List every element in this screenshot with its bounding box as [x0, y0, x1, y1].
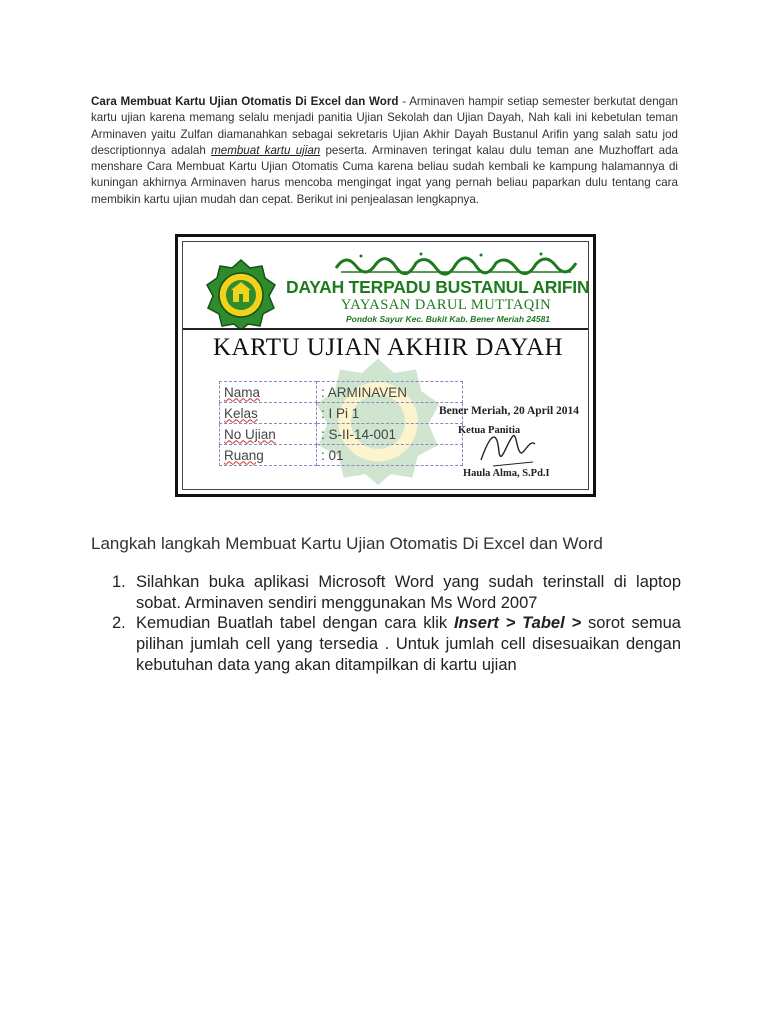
step-number: 2. — [112, 614, 126, 633]
arabic-calligraphy-icon — [331, 248, 581, 276]
intro-paragraph — [91, 94, 678, 208]
step-menu-path: Insert > Tabel > — [453, 614, 582, 633]
school-logo-icon — [205, 258, 277, 330]
table-row — [220, 445, 463, 466]
field-label: No Ujian — [220, 424, 317, 445]
field-label: Ruang — [220, 445, 317, 466]
steps-heading: Langkah langkah Membuat Kartu Ujian Otomatis Di Excel dan Word — [91, 534, 603, 553]
foundation-name: YAYASAN DARUL MUTTAQIN — [340, 297, 552, 313]
table-row — [220, 424, 463, 445]
signer-name: Haula Alma, S.Pd.I — [463, 468, 550, 479]
header-divider — [183, 328, 588, 330]
list-item — [91, 613, 681, 675]
intro-link[interactable]: membuat kartu ujian — [211, 143, 321, 157]
step-text-before: Kemudian Buatlah tabel dengan cara klik — [136, 614, 454, 633]
step-text-after: sorot semua pilihan jumlah cell yang tersedia . Untuk jumlah cell disesuaikan dengan kebutuhan data yang akan ditampilkan di kartu ujian — [136, 614, 681, 674]
table-row — [220, 382, 463, 403]
field-label: Nama — [220, 382, 317, 403]
step-number: 1. — [112, 573, 126, 591]
field-value: : I Pi 1 — [317, 403, 463, 424]
card-title: KARTU UJIAN AKHIR DAYAH — [213, 334, 564, 361]
card-date: Bener Meriah, 20 April 2014 — [439, 405, 580, 417]
signature-icon — [473, 422, 543, 472]
exam-card-image — [175, 234, 596, 497]
school-name: DAYAH TERPADU BUSTANUL ARIFIN — [286, 277, 590, 297]
field-value: : ARMINAVEN — [317, 382, 463, 403]
intro-text-2: peserta. Arminaven teringat kalau dulu teman ane Muzhoffart ada menshare Cara Membuat Kartu Ujian Otomatis Cuma karena beliau sudah kembali ke kampung halamannya di kuningan akhirnya Arminaven harus mencoba mengingat ingat yang pernah beliau paparkan dulu tentang cara membikin kartu ujian mudah dan cepat. Berikut ini penjealasan lengkapnya. — [91, 143, 678, 206]
table-row — [220, 403, 463, 424]
intro-text-1: - Arminaven hampir setiap semester berkutat dengan kartu ujian karena memang selalu menjadi panitia Ujian Sekolah dan Ujian Dayah, Nah kali ini kebetulan teman Arminaven yaitu Zulfan diamanahkan sebagai sekretaris Ujian Akhir Dayah Bustanul Arifin yang salah satu jod descriptionnya adalah — [91, 95, 678, 157]
list-item — [91, 572, 681, 613]
intro-title: Cara Membuat Kartu Ujian Otomatis Di Excel dan Word — [91, 95, 399, 108]
card-fields-table — [219, 381, 463, 466]
steps-list — [91, 572, 681, 676]
field-value: : S-II-14-001 — [317, 424, 463, 445]
field-label: Kelas — [220, 403, 317, 424]
field-value: : 01 — [317, 445, 463, 466]
school-address: Pondok Sayur Kec. Bukit Kab. Bener Meriah 24581 — [345, 314, 551, 324]
committee-role: Ketua Panitia — [458, 425, 521, 436]
card-frame — [182, 241, 589, 490]
step-text: Silahkan buka aplikasi Microsoft Word yang sudah terinstall di laptop sobat. Arminaven sendiri menggunakan Ms Word 2007 — [136, 573, 681, 612]
